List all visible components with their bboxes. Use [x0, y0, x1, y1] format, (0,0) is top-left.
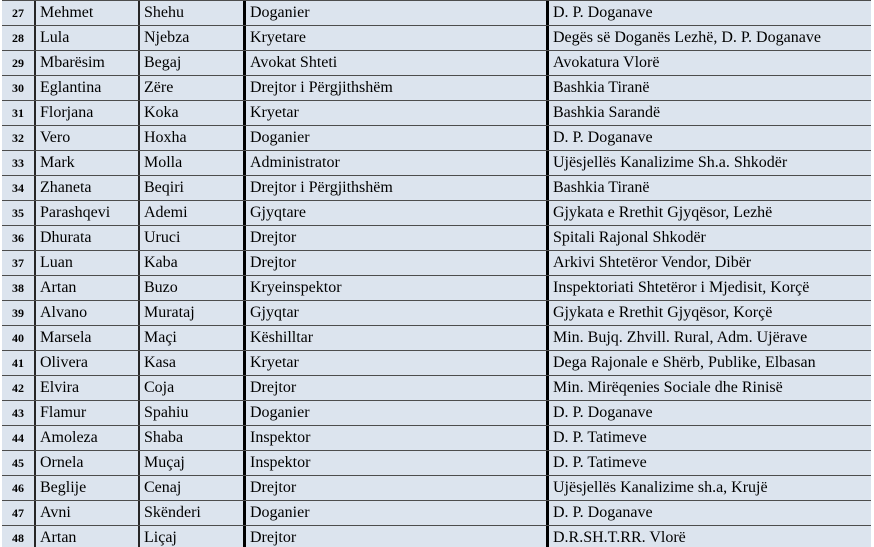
position-cell: Inspektor [243, 426, 546, 450]
last-name-cell: Shehu [138, 1, 243, 25]
last-name-cell: Skënderi [138, 501, 243, 525]
last-name-cell: Njebza [138, 26, 243, 50]
row-number-cell: 33 [2, 151, 34, 175]
organization-cell: Avokatura Vlorë [546, 51, 871, 75]
position-cell: Kryeinspektor [243, 276, 546, 300]
first-name-cell: Lula [34, 26, 138, 50]
first-name-cell: Beglije [34, 476, 138, 500]
organization-cell: D.R.SH.T.RR. Vlorë [546, 526, 871, 547]
position-cell: Inspektor [243, 451, 546, 475]
first-name-cell: Flamur [34, 401, 138, 425]
position-cell: Drejtor [243, 526, 546, 547]
position-cell: Avokat Shteti [243, 51, 546, 75]
row-number-cell: 46 [2, 476, 34, 500]
organization-cell: D. P. Doganave [546, 126, 871, 150]
table-row [2, 375, 871, 400]
row-number-cell: 41 [2, 351, 34, 375]
row-number-cell: 37 [2, 251, 34, 275]
table-row [2, 225, 871, 250]
organization-cell: D. P. Tatimeve [546, 426, 871, 450]
last-name-cell: Maçi [138, 326, 243, 350]
organization-cell: Inspektoriati Shtetëror i Mjedisit, Korçë [546, 276, 871, 300]
last-name-cell: Molla [138, 151, 243, 175]
position-cell: Drejtor [243, 476, 546, 500]
position-cell: Gjyqtare [243, 201, 546, 225]
organization-cell: Gjykata e Rrethit Gjyqësor, Korçë [546, 301, 871, 325]
first-name-cell: Eglantina [34, 76, 138, 100]
position-cell: Administrator [243, 151, 546, 175]
first-name-cell: Florjana [34, 101, 138, 125]
row-number-cell: 28 [2, 26, 34, 50]
position-cell: Kryetar [243, 101, 546, 125]
organization-cell: Gjykata e Rrethit Gjyqësor, Lezhë [546, 201, 871, 225]
position-cell: Drejtor [243, 376, 546, 400]
row-number-cell: 34 [2, 176, 34, 200]
table-row [2, 275, 871, 300]
position-cell: Doganier [243, 501, 546, 525]
first-name-cell: Marsela [34, 326, 138, 350]
first-name-cell: Luan [34, 251, 138, 275]
last-name-cell: Coja [138, 376, 243, 400]
organization-cell: Degës së Doganës Lezhë, D. P. Doganave [546, 26, 871, 50]
last-name-cell: Ademi [138, 201, 243, 225]
position-cell: Doganier [243, 1, 546, 25]
position-cell: Drejtor i Përgjithshëm [243, 76, 546, 100]
table-row [2, 400, 871, 425]
organization-cell: Min. Mirëqenies Sociale dhe Rinisë [546, 376, 871, 400]
last-name-cell: Cenaj [138, 476, 243, 500]
last-name-cell: Murataj [138, 301, 243, 325]
row-number-cell: 32 [2, 126, 34, 150]
row-number-cell: 40 [2, 326, 34, 350]
row-number-cell: 39 [2, 301, 34, 325]
first-name-cell: Mbarësim [34, 51, 138, 75]
last-name-cell: Buzo [138, 276, 243, 300]
first-name-cell: Mehmet [34, 1, 138, 25]
row-number-cell: 38 [2, 276, 34, 300]
organization-cell: Ujësjellës Kanalizime sh.a, Krujë [546, 476, 871, 500]
first-name-cell: Olivera [34, 351, 138, 375]
table-row [2, 350, 871, 375]
table-row [2, 175, 871, 200]
first-name-cell: Alvano [34, 301, 138, 325]
personnel-table [2, 0, 871, 547]
last-name-cell: Shaba [138, 426, 243, 450]
first-name-cell: Zhaneta [34, 176, 138, 200]
row-number-cell: 35 [2, 201, 34, 225]
last-name-cell: Zëre [138, 76, 243, 100]
organization-cell: Bashkia Sarandë [546, 101, 871, 125]
position-cell: Drejtor [243, 251, 546, 275]
organization-cell: D. P. Doganave [546, 401, 871, 425]
first-name-cell: Avni [34, 501, 138, 525]
row-number-cell: 31 [2, 101, 34, 125]
table-row [2, 75, 871, 100]
table-row [2, 25, 871, 50]
first-name-cell: Mark [34, 151, 138, 175]
table-row [2, 125, 871, 150]
first-name-cell: Vero [34, 126, 138, 150]
row-number-cell: 27 [2, 1, 34, 25]
row-number-cell: 43 [2, 401, 34, 425]
row-number-cell: 44 [2, 426, 34, 450]
organization-cell: Spitali Rajonal Shkodër [546, 226, 871, 250]
row-number-cell: 42 [2, 376, 34, 400]
last-name-cell: Kasa [138, 351, 243, 375]
table-row [2, 525, 871, 547]
table-row [2, 425, 871, 450]
table-row [2, 325, 871, 350]
first-name-cell: Artan [34, 526, 138, 547]
position-cell: Këshilltar [243, 326, 546, 350]
row-number-cell: 36 [2, 226, 34, 250]
last-name-cell: Kaba [138, 251, 243, 275]
table-body [2, 0, 871, 547]
table-row [2, 500, 871, 525]
table-row [2, 250, 871, 275]
table-row [2, 50, 871, 75]
organization-cell: D. P. Doganave [546, 1, 871, 25]
position-cell: Kryetar [243, 351, 546, 375]
table-row [2, 300, 871, 325]
last-name-cell: Begaj [138, 51, 243, 75]
row-number-cell: 47 [2, 501, 34, 525]
last-name-cell: Spahiu [138, 401, 243, 425]
first-name-cell: Artan [34, 276, 138, 300]
position-cell: Drejtor i Përgjithshëm [243, 176, 546, 200]
table-row [2, 0, 871, 25]
last-name-cell: Uruci [138, 226, 243, 250]
row-number-cell: 29 [2, 51, 34, 75]
organization-cell: Min. Bujq. Zhvill. Rural, Adm. Ujërave [546, 326, 871, 350]
first-name-cell: Parashqevi [34, 201, 138, 225]
last-name-cell: Beqiri [138, 176, 243, 200]
organization-cell: Ujësjellës Kanalizime Sh.a. Shkodër [546, 151, 871, 175]
position-cell: Kryetare [243, 26, 546, 50]
last-name-cell: Muçaj [138, 451, 243, 475]
organization-cell: Bashkia Tiranë [546, 76, 871, 100]
organization-cell: D. P. Tatimeve [546, 451, 871, 475]
position-cell: Doganier [243, 126, 546, 150]
last-name-cell: Liçaj [138, 526, 243, 547]
table-row [2, 100, 871, 125]
row-number-cell: 30 [2, 76, 34, 100]
organization-cell: Arkivi Shtetëror Vendor, Dibër [546, 251, 871, 275]
table-row [2, 200, 871, 225]
row-number-cell: 48 [2, 526, 34, 547]
first-name-cell: Elvira [34, 376, 138, 400]
last-name-cell: Koka [138, 101, 243, 125]
position-cell: Gjyqtar [243, 301, 546, 325]
organization-cell: Bashkia Tiranë [546, 176, 871, 200]
row-number-cell: 45 [2, 451, 34, 475]
table-row [2, 450, 871, 475]
last-name-cell: Hoxha [138, 126, 243, 150]
table-row [2, 475, 871, 500]
organization-cell: Dega Rajonale e Shërb, Publike, Elbasan [546, 351, 871, 375]
first-name-cell: Dhurata [34, 226, 138, 250]
first-name-cell: Amoleza [34, 426, 138, 450]
first-name-cell: Ornela [34, 451, 138, 475]
organization-cell: D. P. Doganave [546, 501, 871, 525]
position-cell: Doganier [243, 401, 546, 425]
table-row [2, 150, 871, 175]
position-cell: Drejtor [243, 226, 546, 250]
